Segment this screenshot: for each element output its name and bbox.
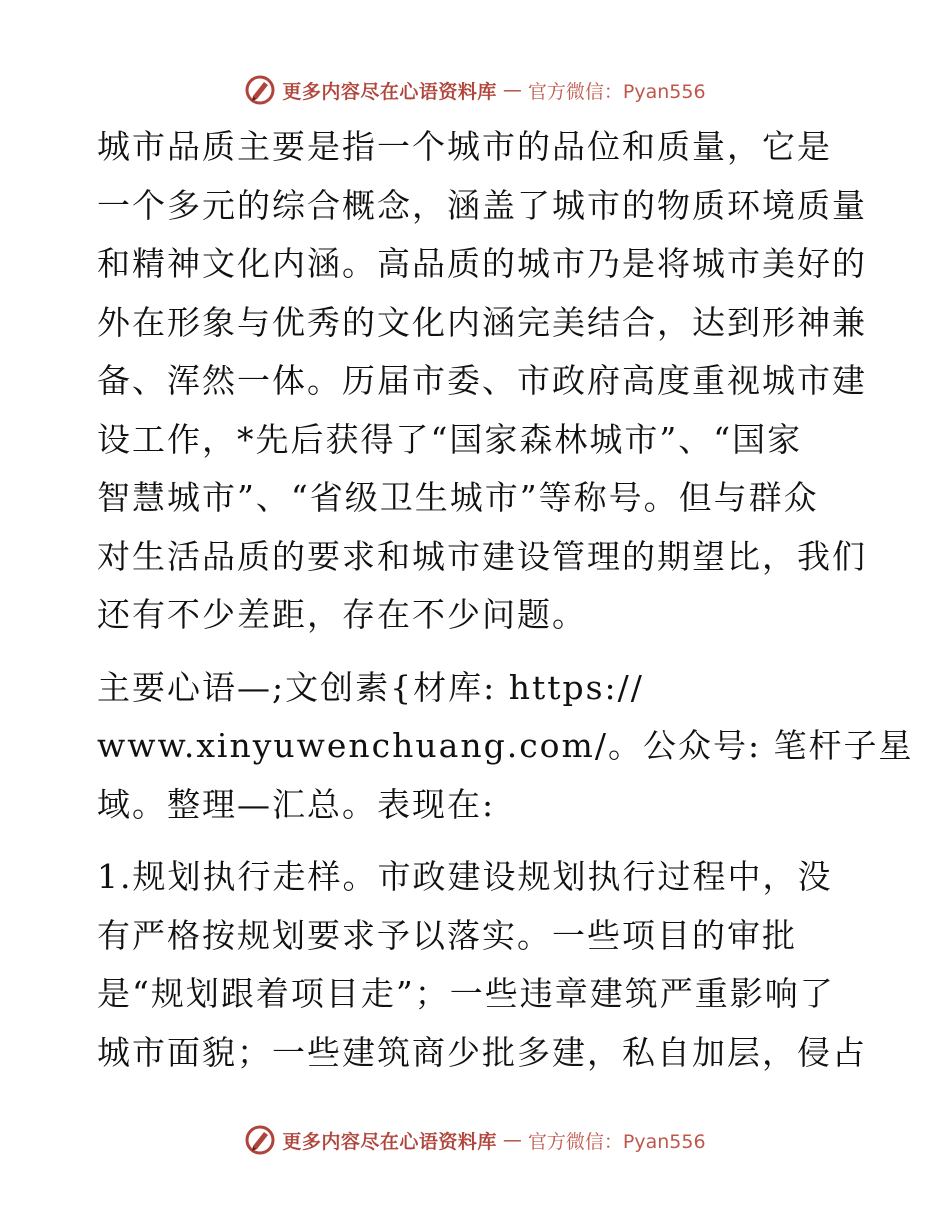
- footer-brand-text: 更多内容尽在心语资料库: [282, 1130, 497, 1153]
- document-body: [97, 118, 914, 1082]
- text-line: 智慧城市”、“省级卫生城市”等称号。但与群众: [97, 478, 819, 517]
- text-line: 城市面貌；一些建筑商少批多建，私自加层，侵占: [97, 1032, 867, 1072]
- paragraph-gap: [97, 645, 857, 659]
- text-line: 1.规划执行走样。市政建设规划执行过程中，没: [97, 857, 833, 896]
- header-brand-text: 更多内容尽在心语资料库: [282, 80, 497, 103]
- text-line: 有严格按规划要求予以落实。一些项目的审批: [97, 915, 797, 955]
- pen-logo-icon: [244, 74, 276, 106]
- text-line: 和精神文化内涵。高品质的城市乃是将城市美好的: [97, 244, 867, 283]
- text-line: 主要心语—;文创素{材库: https://: [97, 667, 644, 707]
- paragraph: [97, 118, 867, 645]
- pen-logo-icon: [244, 1124, 276, 1156]
- paragraph: [97, 659, 914, 835]
- text-line: 外在形象与优秀的文化内涵完美结合，达到形神兼: [97, 302, 867, 342]
- text-line: 是“规划跟着项目走”；一些违章建筑严重影响了: [97, 974, 835, 1013]
- text-line: 城市品质主要是指一个城市的品位和质量，它是: [97, 127, 832, 166]
- footer-contact: 官方微信：Pyan556: [527, 1130, 706, 1153]
- footer-separator: —: [502, 1129, 522, 1151]
- page-header: [0, 70, 950, 110]
- text-line: 对生活品质的要求和城市建设管理的期望比，我们: [97, 536, 867, 576]
- text-line: 设工作，*先后获得了“国家森林城市”、“国家: [97, 419, 803, 459]
- text-line: 还有不少差距，存在不少问题。: [97, 595, 587, 634]
- footer-banner: [244, 1124, 705, 1156]
- text-line: 一个多元的综合概念，涵盖了城市的物质环境质量: [97, 185, 867, 225]
- text-line: 备、浑然一体。历届市委、市政府高度重视城市建: [97, 361, 867, 400]
- page-footer: [0, 1120, 950, 1160]
- paragraph-gap: [97, 834, 857, 848]
- header-banner: [244, 74, 705, 106]
- text-line: 域。整理—汇总。表现在:: [97, 784, 496, 824]
- paragraph: [97, 848, 867, 1082]
- header-separator: —: [502, 79, 522, 101]
- text-line: www.xinyuwenchuang.com/。公众号: 笔杆子星: [97, 726, 914, 765]
- header-contact: 官方微信：Pyan556: [527, 80, 706, 103]
